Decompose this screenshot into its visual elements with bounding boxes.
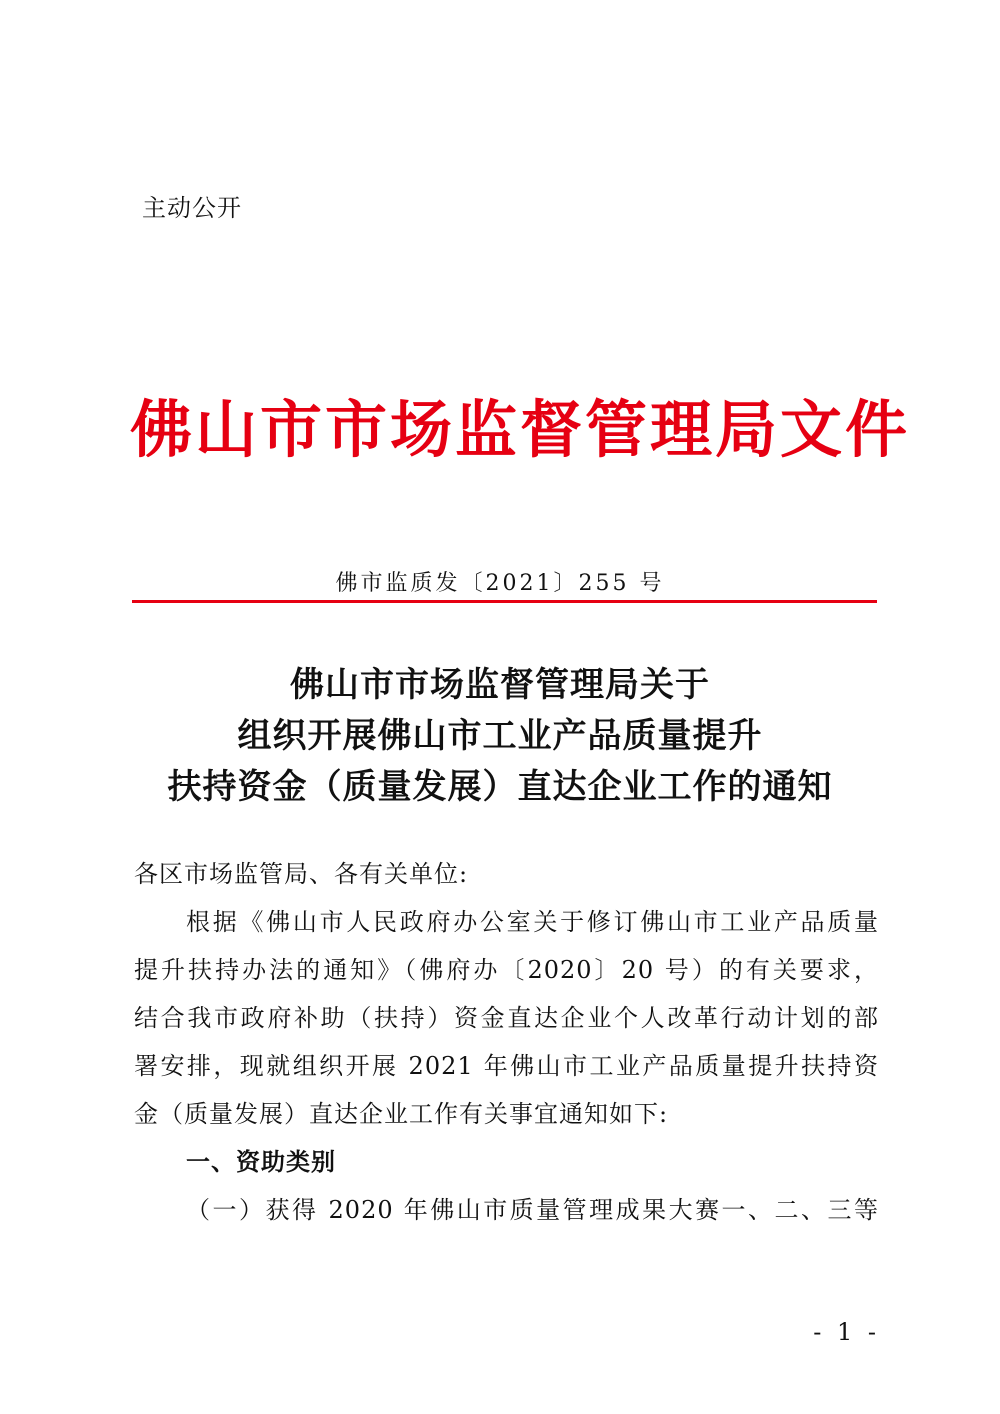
notice-title-line: 扶持资金（质量发展）直达企业工作的通知 xyxy=(167,767,833,807)
paragraph-line: 金（质量发展）直达企业工作有关事宜通知如下: xyxy=(134,1100,669,1128)
section-heading: 一、资助类别 xyxy=(186,1148,336,1176)
paragraph-line: 提升扶持办法的通知》（佛府办〔2020〕20 号）的有关要求， xyxy=(134,956,879,984)
notice-title xyxy=(0,660,1000,813)
red-divider-line xyxy=(132,600,877,603)
notice-title-line: 佛山市市场监督管理局关于 xyxy=(290,665,710,705)
disclosure-label: 主动公开 xyxy=(142,194,242,222)
document-number: 佛市监质发〔2021〕255 号 xyxy=(335,571,665,596)
notice-body xyxy=(134,850,879,1234)
addressee-line: 各区市场监管局、各有关单位: xyxy=(134,860,469,888)
paragraph-line: 根据《佛山市人民政府办公室关于修订佛山市工业产品质量 xyxy=(186,908,879,936)
sub-item-line: （一）获得 2020 年佛山市质量管理成果大赛一、二、三等 xyxy=(186,1196,879,1224)
page-number: - 1 - xyxy=(813,1318,880,1346)
notice-title-line: 组织开展佛山市工业产品质量提升 xyxy=(237,716,763,756)
paragraph-line: 署安排，现就组织开展 2021 年佛山市工业产品质量提升扶持资 xyxy=(134,1052,879,1080)
masthead-title: 佛山市市场监督管理局文件 xyxy=(129,393,910,466)
paragraph-line: 结合我市政府补助（扶持）资金直达企业个人改革行动计划的部 xyxy=(134,1004,879,1032)
